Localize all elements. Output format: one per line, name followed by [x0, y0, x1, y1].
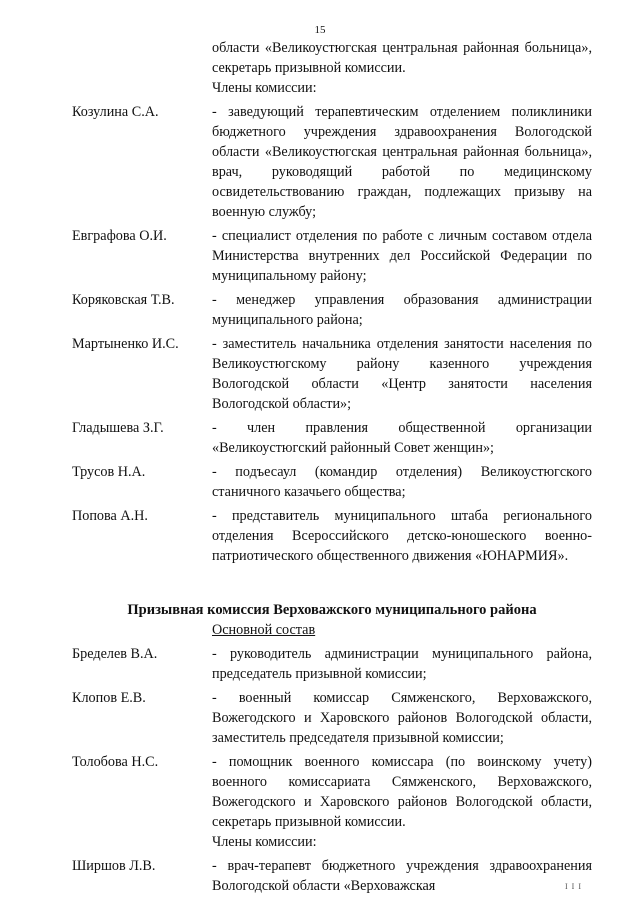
- member-name: Клопов Е.В.: [72, 690, 146, 706]
- member-row: [72, 334, 592, 414]
- member-description: - член правления общественной организации «Великоустюгский районный Совет женщин»;: [212, 420, 592, 456]
- member-row: [72, 752, 592, 832]
- member-row: [72, 290, 592, 330]
- member-row: [72, 644, 592, 684]
- member-row: [72, 226, 592, 286]
- member-description: - врач-терапевт бюджетного учреждения здравоохранения Вологодской области «Верховажская: [212, 858, 592, 894]
- member-description: - подъесаул (командир отделения) Великоустюгского станичного казачьего общества;: [212, 464, 592, 500]
- document-body: [72, 38, 592, 896]
- member-name: Трусов Н.А.: [72, 464, 146, 480]
- member-name: Попова А.Н.: [72, 508, 148, 524]
- member-description: - руководитель администрации муниципального района, председатель призывной комиссии;: [212, 646, 592, 682]
- member-description: - заместитель начальника отделения занятости населения по Великоустюгскому району казенного учреждения Вологодской области «Центр занятости населения Вологодской области»;: [212, 336, 592, 412]
- main-composition-label: Основной состав: [212, 622, 316, 638]
- member-name: Толобова Н.С.: [72, 754, 159, 770]
- member-name: Евграфова О.И.: [72, 228, 167, 244]
- member-row: [72, 506, 592, 566]
- intro-row: [72, 38, 592, 78]
- member-name: Коряковская Т.В.: [72, 292, 175, 308]
- member-name: Гладышева З.Г.: [72, 420, 164, 436]
- member-name: Мартыненко И.С.: [72, 336, 179, 352]
- member-description: - специалист отделения по работе с личным составом отдела Министерства внутренних дел Российской Федерации по муниципальному району;: [212, 228, 592, 284]
- members-label-row: [72, 832, 592, 852]
- member-name: Ширшов Л.В.: [72, 858, 156, 874]
- members-label: Члены комиссии:: [212, 834, 317, 850]
- intro-text: области «Великоустюгская центральная районная больница», секретарь призывной комиссии.: [212, 40, 592, 76]
- members-label: Члены комиссии:: [212, 80, 317, 96]
- section-title: Призывная комиссия Верховажского муниципального района: [127, 602, 537, 618]
- members-label-row: [72, 78, 592, 98]
- member-row: [72, 102, 592, 222]
- member-description: - представитель муниципального штаба регионального отделения Всероссийского детско-юношеского военно-патриотического общественного движения «ЮНАРМИЯ».: [212, 508, 592, 564]
- page-number: 15: [314, 24, 326, 36]
- member-name: Козулина С.А.: [72, 104, 159, 120]
- member-row: [72, 462, 592, 502]
- member-description: - заведующий терапевтическим отделением поликлиники бюджетного учреждения здравоохранения Вологодской области «Великоустюгская центральная районная больница», врач, руководящий работой по медицинскому освидетельствованию граждан, подлежащих призыву на военную службу;: [212, 104, 592, 220]
- member-name: Бределев В.А.: [72, 646, 158, 662]
- member-description: - помощник военного комиссара (по воинскому учету) военного комиссариата Сямженского, Верховажского, Вожегодского и Харовского районов Вологодской области, секретарь призывной комиссии.: [212, 754, 592, 830]
- main-label-row: [72, 620, 592, 640]
- member-row: [72, 688, 592, 748]
- corner-mark: I I I: [565, 882, 582, 891]
- member-description: - менеджер управления образования администрации муниципального района;: [212, 292, 592, 328]
- member-description: - военный комиссар Сямженского, Верховажского, Вожегодского и Харовского районов Вологодской области, заместитель председателя призывной комиссии;: [212, 690, 592, 746]
- member-row: [72, 418, 592, 458]
- member-row: [72, 856, 592, 896]
